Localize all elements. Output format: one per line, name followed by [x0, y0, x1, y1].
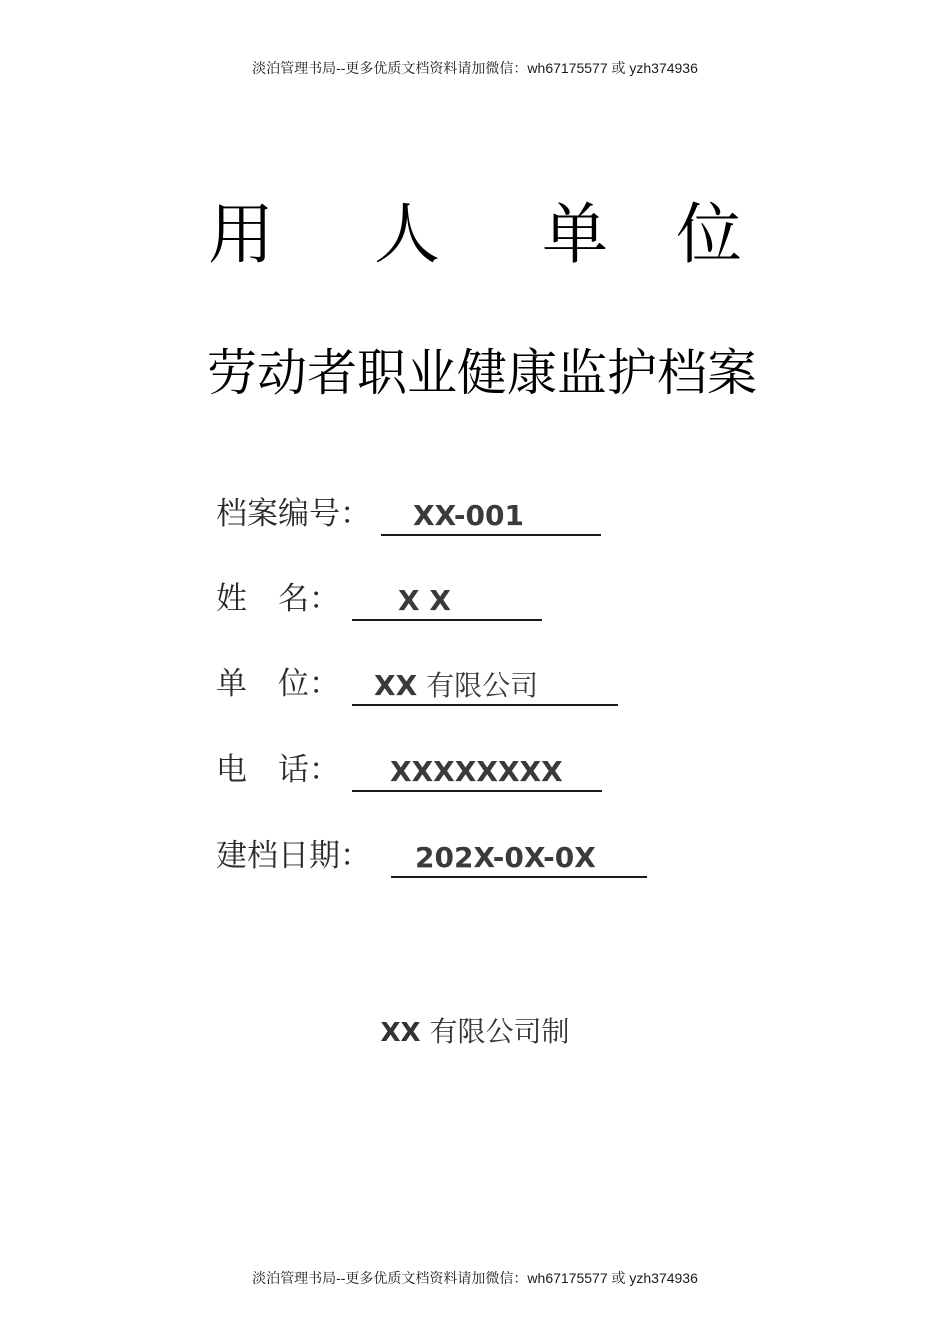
filing-date-label: 建档日期： [216, 838, 371, 874]
title-char-4: 位 [676, 196, 742, 273]
archive-number-label: 档案编号： [216, 496, 371, 532]
phone-field [216, 748, 602, 792]
issuer-rest: 有限公司制 [420, 1015, 570, 1048]
unit-field [216, 662, 618, 706]
main-title [0, 190, 950, 280]
name-value: X X [352, 583, 542, 621]
filing-date-value: 202X-0X-0X [391, 840, 647, 878]
footer-watermark-note: 淡泊管理书局--更多优质文档资料请加微信：wh67175577 或 yzh374936 [252, 1270, 698, 1286]
name-label: 姓 名： [216, 581, 340, 617]
title-char-1: 用 [208, 196, 274, 273]
unit-value-cjk: 有限公司 [417, 669, 539, 702]
archive-number-field [216, 492, 601, 536]
unit-value-latin: XX [374, 669, 418, 702]
phone-label: 电 话： [216, 752, 340, 788]
header-watermark-note: 淡泊管理书局--更多优质文档资料请加微信：wh67175577 或 yzh374936 [252, 60, 698, 76]
unit-label: 单 位： [216, 666, 340, 702]
document-subtitle: 劳动者职业健康监护档案 [207, 344, 757, 402]
name-field [216, 577, 542, 621]
filing-date-field [216, 834, 647, 878]
title-char-3: 单 [542, 196, 608, 273]
unit-value [352, 668, 618, 706]
issuer-latin: XX [380, 1018, 421, 1048]
phone-value: XXXXXXXX [352, 754, 602, 792]
archive-number-value: XX-001 [381, 498, 601, 536]
title-char-2: 人 [374, 196, 440, 273]
issuer-line [0, 1012, 950, 1057]
